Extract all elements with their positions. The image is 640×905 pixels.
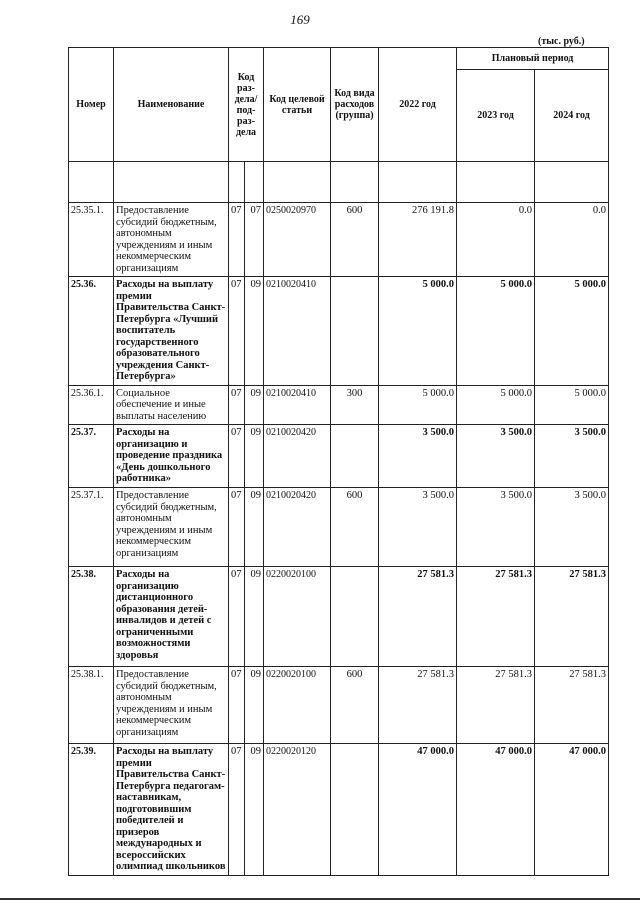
row-value-2024: 47 000.0: [535, 744, 609, 876]
row-number: 25.38.: [69, 567, 114, 667]
row-number: 25.35.1.: [69, 203, 114, 277]
row-value-2024: 3 500.0: [535, 488, 609, 567]
row-value-2022: 5 000.0: [379, 385, 457, 425]
row-value-2024: 3 500.0: [535, 425, 609, 488]
row-value-2023: 27 581.3: [457, 567, 535, 667]
header-section: Код раз- дела/ под- раз- дела: [229, 48, 264, 162]
row-value-2022: 3 500.0: [379, 488, 457, 567]
row-number: 25.39.: [69, 744, 114, 876]
row-expense-type: [331, 277, 379, 386]
budget-table: [68, 47, 609, 876]
row-value-2024: 0.0: [535, 203, 609, 277]
row-target-code: 0220020100: [264, 667, 331, 744]
row-number: 25.38.1.: [69, 667, 114, 744]
table-row: [69, 425, 609, 488]
page-number: 169: [290, 12, 310, 27]
row-expense-type: [331, 744, 379, 876]
row-subsection-code: 07: [245, 203, 264, 277]
row-value-2022: 3 500.0: [379, 425, 457, 488]
header-target: Код целевой статьи: [264, 48, 331, 162]
row-target-code: 0220020120: [264, 744, 331, 876]
row-section-code: 07: [229, 667, 245, 744]
row-name: Расходы на выплату премии Правительства Санкт-Петербурга «Лучший воспитатель государственного образовательного учреждения Санкт-Петербурга»: [114, 277, 229, 386]
row-section-code: 07: [229, 567, 245, 667]
row-target-code: 0210020420: [264, 425, 331, 488]
header-2024: 2024 год: [535, 70, 609, 162]
row-value-2024: 27 581.3: [535, 667, 609, 744]
header-expense-type: Код вида расходов (группа): [331, 48, 379, 162]
table-row: [69, 667, 609, 744]
row-name: Предоставление субсидий бюджетным, автономным учреждениям и иным некоммерческим организациям: [114, 203, 229, 277]
row-number: 25.36.1.: [69, 385, 114, 425]
row-value-2022: 47 000.0: [379, 744, 457, 876]
bottom-rule: [0, 898, 640, 900]
row-section-code: 07: [229, 385, 245, 425]
row-section-code: 07: [229, 488, 245, 567]
row-value-2023: 3 500.0: [457, 488, 535, 567]
table-row: [69, 385, 609, 425]
spacer-row: [69, 162, 609, 203]
row-target-code: 0210020410: [264, 385, 331, 425]
row-expense-type: 600: [331, 488, 379, 567]
row-value-2022: 27 581.3: [379, 567, 457, 667]
row-value-2024: 27 581.3: [535, 567, 609, 667]
table-body: [69, 162, 609, 876]
row-value-2024: 5 000.0: [535, 277, 609, 386]
row-name: Предоставление субсидий бюджетным, автономным учреждениям и иным некоммерческим организациям: [114, 667, 229, 744]
row-value-2023: 5 000.0: [457, 385, 535, 425]
row-expense-type: [331, 425, 379, 488]
row-number: 25.36.: [69, 277, 114, 386]
row-subsection-code: 09: [245, 667, 264, 744]
row-number: 25.37.: [69, 425, 114, 488]
row-section-code: 07: [229, 744, 245, 876]
row-target-code: 0210020420: [264, 488, 331, 567]
row-subsection-code: 09: [245, 385, 264, 425]
row-name: Предоставление субсидий бюджетным, автономным учреждениям и иным некоммерческим организациям: [114, 488, 229, 567]
row-value-2022: 5 000.0: [379, 277, 457, 386]
row-target-code: 0250020970: [264, 203, 331, 277]
row-subsection-code: 09: [245, 744, 264, 876]
header-number: Номер: [69, 48, 114, 162]
row-subsection-code: 09: [245, 567, 264, 667]
row-value-2023: 27 581.3: [457, 667, 535, 744]
row-section-code: 07: [229, 425, 245, 488]
row-subsection-code: 09: [245, 488, 264, 567]
row-expense-type: [331, 567, 379, 667]
header-2023: 2023 год: [457, 70, 535, 162]
row-number: 25.37.1.: [69, 488, 114, 567]
row-section-code: 07: [229, 277, 245, 386]
row-expense-type: 600: [331, 203, 379, 277]
row-expense-type: 600: [331, 667, 379, 744]
table-row: [69, 203, 609, 277]
row-value-2023: 5 000.0: [457, 277, 535, 386]
row-name: Расходы на организацию и проведение праздника «День дошкольного работника»: [114, 425, 229, 488]
table-row: [69, 488, 609, 567]
row-value-2023: 47 000.0: [457, 744, 535, 876]
row-target-code: 0210020410: [264, 277, 331, 386]
table-row: [69, 567, 609, 667]
row-subsection-code: 09: [245, 277, 264, 386]
row-value-2024: 5 000.0: [535, 385, 609, 425]
row-section-code: 07: [229, 203, 245, 277]
units-label: (тыс. руб.): [538, 36, 585, 47]
row-subsection-code: 09: [245, 425, 264, 488]
table-row: [69, 744, 609, 876]
row-value-2022: 276 191.8: [379, 203, 457, 277]
header-name: Наименование: [114, 48, 229, 162]
header-planned-period: Плановый период: [457, 48, 609, 70]
row-value-2022: 27 581.3: [379, 667, 457, 744]
row-value-2023: 3 500.0: [457, 425, 535, 488]
header-2022: 2022 год: [379, 48, 457, 162]
row-name: Социальное обеспечение и иные выплаты населению: [114, 385, 229, 425]
row-name: Расходы на выплату премии Правительства Санкт-Петербурга педагогам-наставникам, подготовившим победителей и призеров международных и всероссийских олимпиад школьников: [114, 744, 229, 876]
row-expense-type: 300: [331, 385, 379, 425]
row-name: Расходы на организацию дистанционного образования детей-инвалидов и детей с ограниченными возможностями здоровья: [114, 567, 229, 667]
table-row: [69, 277, 609, 386]
row-target-code: 0220020100: [264, 567, 331, 667]
row-value-2023: 0.0: [457, 203, 535, 277]
